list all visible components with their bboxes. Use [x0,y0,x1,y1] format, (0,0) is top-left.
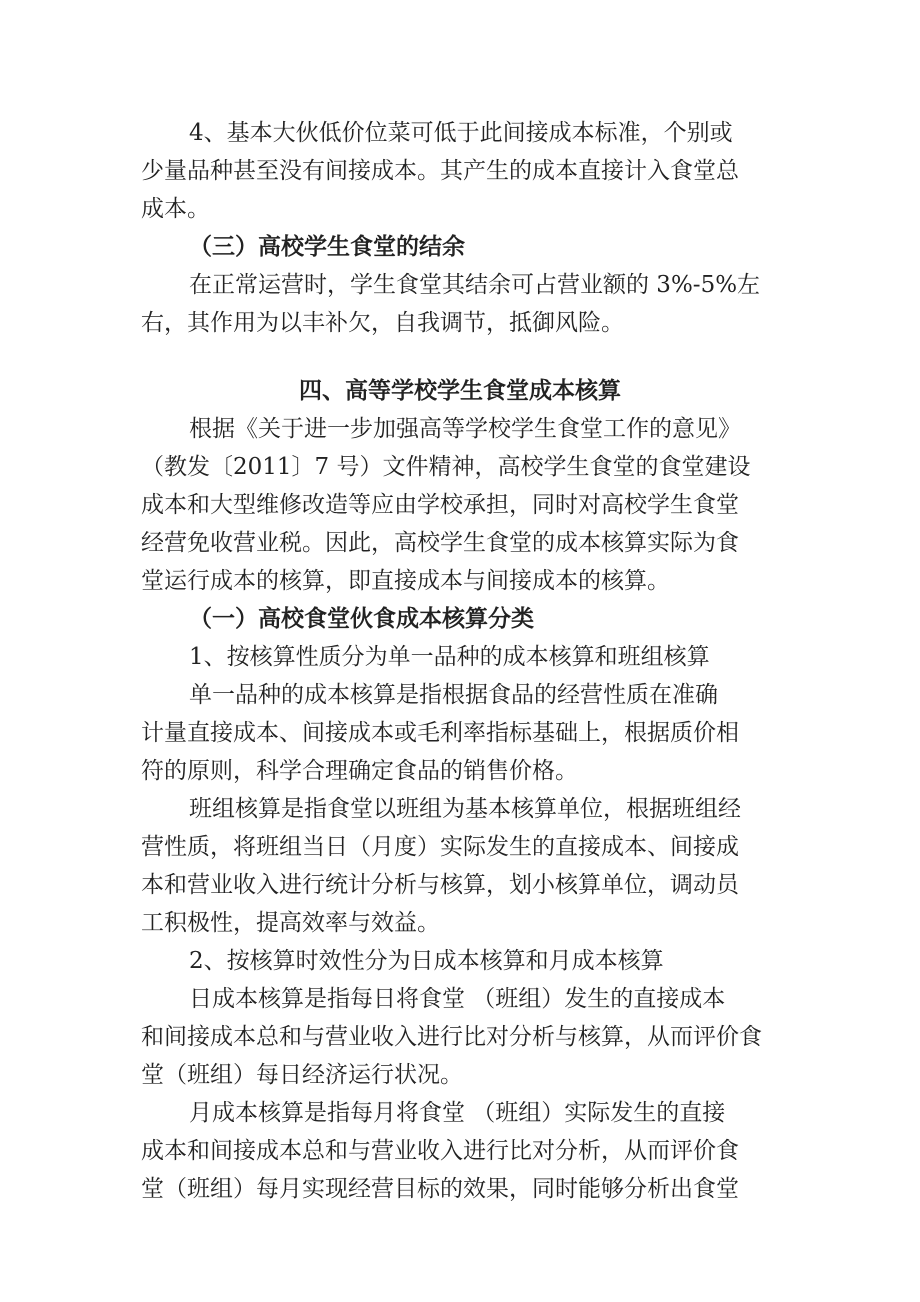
text-line: 在正常运营时，学生食堂其结余可占营业额的 3%-5%左 [189,272,761,298]
text-line: 右，其作用为以丰补欠，自我调节，抵御风险。 [141,310,624,336]
text-line: 营性质，将班组当日（月度）实际发生的直接成本、间接成 [141,834,739,860]
text-line: 成本和间接成本总和与营业收入进行比对分析，从而评价食 [141,1138,739,1164]
text-line: 2、按核算时效性分为日成本核算和月成本核算 [189,948,664,974]
text-line: 堂（班组）每月实现经营目标的效果，同时能够分析出食堂 [141,1176,739,1202]
paragraph-classification [141,638,781,1208]
subheading-classification [141,600,781,638]
text-line: 符的原则，科学合理确定食品的销售价格。 [141,758,578,784]
paragraph-indirect-cost [141,114,781,228]
text-line: 日成本核算是指每日将食堂 （班组）发生的直接成本 [189,986,726,1012]
text-line: 单一品种的成本核算是指根据食品的经营性质在准确 [189,682,718,708]
paragraph-policy [141,410,781,600]
text-line: 工积极性，提高效率与效益。 [141,910,440,936]
text-line: 经营免收营业税。因此，高校学生食堂的成本核算实际为食 [141,530,739,556]
subheading-surplus [141,228,781,266]
text-line: 1、按核算性质分为单一品种的成本核算和班组核算 [189,644,710,670]
text-line: 少量品种甚至没有间接成本。其产生的成本直接计入食堂总 [141,158,739,184]
text-line: 月成本核算是指每月将食堂 （班组）实际发生的直接 [189,1100,726,1126]
text-line: 本和营业收入进行统计分析与核算，划小核算单位，调动员 [141,872,739,898]
text-line: 根据《关于进一步加强高等学校学生食堂工作的意见》 [189,416,741,442]
text-line: 班组核算是指食堂以班组为基本核算单位，根据班组经 [189,796,741,822]
paragraph-surplus [141,266,781,342]
subheading-text: （三）高校学生食堂的结余 [189,233,465,260]
subheading-text: （一）高校食堂伙食成本核算分类 [189,605,534,632]
text-line: 计量直接成本、间接成本或毛利率指标基础上，根据质价相 [141,720,739,746]
text-line: （教发〔2011〕7 号）文件精神，高校学生食堂的食堂建设 [141,454,751,480]
text-line: 成本。 [141,196,210,222]
section-heading-cost-accounting: 四、高等学校学生食堂成本核算 [299,377,621,404]
text-line: 成本和大型维修改造等应由学校承担，同时对高校学生食堂 [141,492,739,518]
text-line: 堂（班组）每日经济运行状况。 [141,1062,463,1088]
text-line: 堂运行成本的核算，即直接成本与间接成本的核算。 [141,568,670,594]
text-line: 4、基本大伙低价位菜可低于此间接成本标准，个别或 [189,120,733,146]
text-line: 和间接成本总和与营业收入进行比对分析与核算，从而评价食 [141,1024,762,1050]
